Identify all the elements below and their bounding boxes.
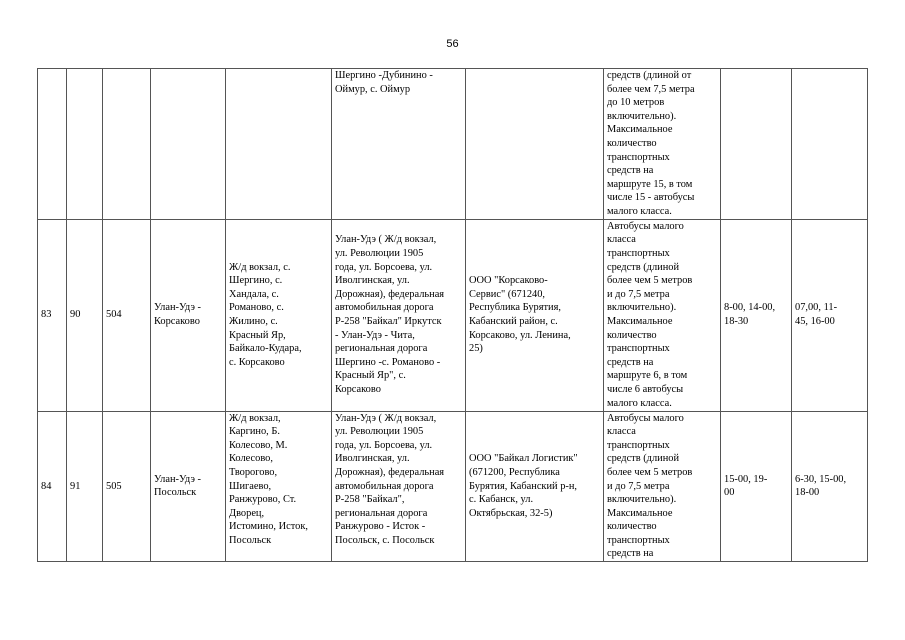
cell-carrier: ООО "Корсаково- Сервис" (671240, Республика Бурятия, Кабанский район, с. Корсаково, ул. Ленина, 25) (466, 219, 604, 411)
cell-registry-number: 91 (67, 411, 103, 562)
cell-departure-times-return (792, 69, 868, 220)
cell-vehicles: средств (длиной от более чем 7,5 метра до 10 метров включительно). Максимальное количество транспортных средств на маршруте 15, в том числе 15 - автобусы малого класса. (604, 69, 721, 220)
cell-route-number: 504 (103, 219, 151, 411)
cell-stops (226, 69, 332, 220)
table-row (38, 219, 868, 411)
cell-route-name: Улан-Удэ - Посольск (151, 411, 226, 562)
cell-streets-roads: Улан-Удэ ( Ж/д вокзал, ул. Революции 1905 года, ул. Борсоева, ул. Иволгинская, ул. Дорожная), федеральная автомобильная дорога Р-258 "Байкал" Иркутск - Улан-Удэ - Чита, региональная дорога Шергино -с. Романово - Красный Яр", с. Корсаково (332, 219, 466, 411)
cell-carrier (466, 69, 604, 220)
cell-departure-times-return: 07,00, 11- 45, 16-00 (792, 219, 868, 411)
cell-departure-times-forward (721, 69, 792, 220)
table-row (38, 69, 868, 220)
cell-carrier: ООО "Байкал Логистик" (671200, Республика Бурятия, Кабанский р-н, с. Кабанск, ул. Октябрьская, 32-5) (466, 411, 604, 562)
cell-stops: Ж/д вокзал, с. Шергино, с. Хандала, с. Романово, с. Жилино, с. Красный Яр, Байкало-Кудара, с. Корсаково (226, 219, 332, 411)
cell-row-number: 84 (38, 411, 67, 562)
cell-departure-times-forward: 8-00, 14-00, 18-30 (721, 219, 792, 411)
cell-departure-times-forward: 15-00, 19- 00 (721, 411, 792, 562)
cell-route-number: 505 (103, 411, 151, 562)
cell-row-number: 83 (38, 219, 67, 411)
cell-vehicles: Автобусы малого класса транспортных средств (длиной более чем 5 метров и до 7,5 метра включительно). Максимальное количество транспортных средств на (604, 411, 721, 562)
cell-registry-number (67, 69, 103, 220)
cell-stops: Ж/д вокзал, Каргино, Б. Колесово, М. Колесово, Творогово, Шигаево, Ранжурово, Ст. Дворец, Истомино, Исток, Посольск (226, 411, 332, 562)
routes-table (37, 68, 868, 562)
page-number: 56 (446, 38, 459, 50)
cell-route-name (151, 69, 226, 220)
cell-route-name: Улан-Удэ - Корсаково (151, 219, 226, 411)
table-row (38, 411, 868, 562)
cell-row-number (38, 69, 67, 220)
cell-registry-number: 90 (67, 219, 103, 411)
cell-streets-roads: Улан-Удэ ( Ж/д вокзал, ул. Революции 1905 года, ул. Борсоева, ул. Иволгинская, ул. Дорожная), федеральная автомобильная дорога Р-258 "Байкал", региональная дорога Ранжурово - Исток - Посольск, с. Посольск (332, 411, 466, 562)
cell-departure-times-return: 6-30, 15-00, 18-00 (792, 411, 868, 562)
cell-vehicles: Автобусы малого класса транспортных средств (длиной более чем 5 метров и до 7,5 метра включительно). Максимальное количество транспортных средств на маршруте 6, в том числе 6 автобусы малого класса. (604, 219, 721, 411)
cell-streets-roads: Шергино -Дубинино - Оймур, с. Оймур (332, 69, 466, 220)
cell-route-number (103, 69, 151, 220)
